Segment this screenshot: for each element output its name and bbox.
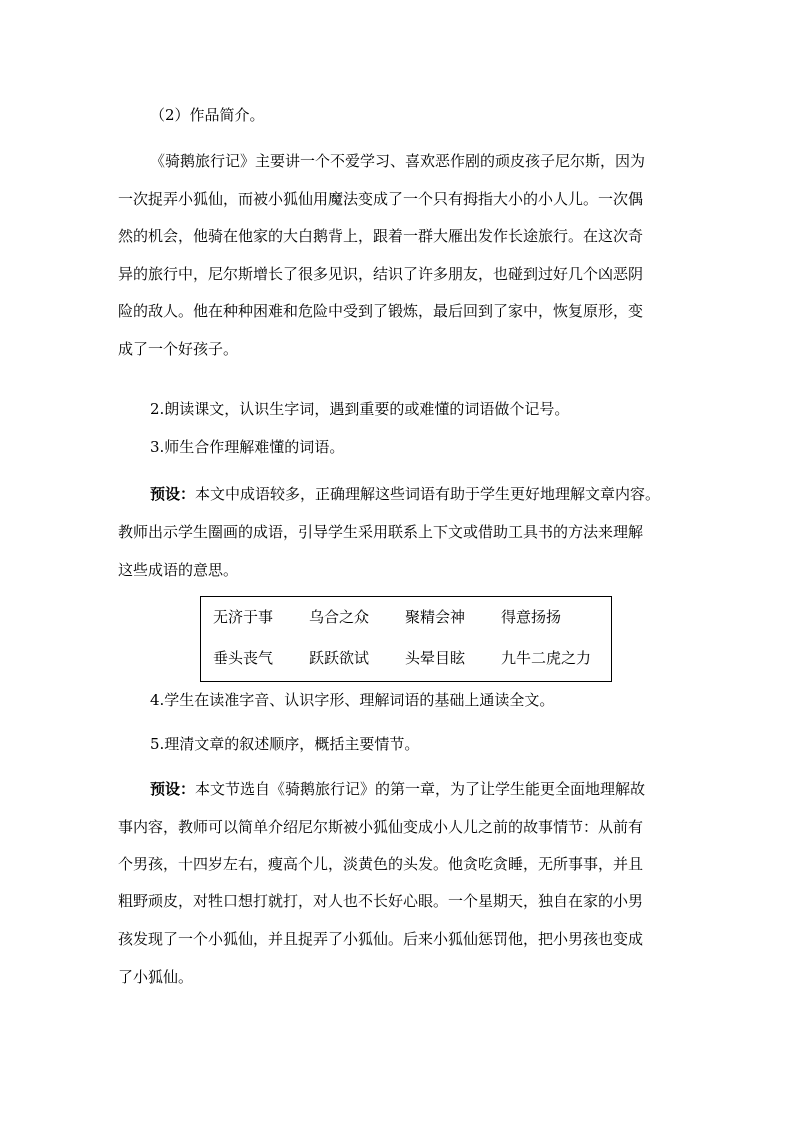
vocab-word: 头晕目眩 <box>405 649 466 667</box>
vocab-word: 无济于事 <box>213 608 274 626</box>
vocab-word: 聚精会神 <box>405 608 466 626</box>
document-page: （2）作品简介。 《骑鹅旅行记》主要讲一个不爱学习、喜欢恶作剧的顽皮孩子尼尔斯，因为 一次捉弄小狐仙，而被小狐仙用魔法变成了一个只有拇指大小的小人儿。一次偶 然的机会，他骑在他家的大白鹅背上，跟着一群大雁出发作长途旅行。在这次奇 异的旅行中，尼尔斯增长了很多见识，结识了许多朋友，也碰到过好几个凶恶阴 险的敌人。他在种种困难和危险中受到了锻炼，最后回到了家中，恢复原形，变 成了一个好孩子。 2.朗读课文，认识生字词，遇到重要的或难懂的词语做个记号。 3.师生合作理解难懂的词语。 预设：本文中成语较多，正确理解这些词语有助于学生更好地理解文章内容。 教师出示学生圈画的成语，引导学生采用联系上下文或借助工具书的方法来理解 这些成语的意思。 无济于事 乌合之众 聚精会神 得意扬扬 垂头丧气 跃跃欲试 头晕目眩 九牛二虎之力 4.学生在读准字音、认识字形、理解词语的基础上通读全文。 5.理清文章的叙述顺序，概括主要情节。 预设：本文节选自《骑鹅旅行记》的第一章，为了让学生能更全面地理解故 事内容，教师可以简单介绍尼尔斯被小狐仙变成小人儿之前的故事情节：从前有 个男孩，十四岁左右，瘦高个儿，淡黄色的头发。他贪吃贪睡，无所事事，并且 粗野顽皮，对牲口想打就打，对人也不长好心眼。一个星期天，独自在家的小男 孩发现了一个小狐仙，并且捉弄了小狐仙。后来小狐仙惩罚他，把小男孩也变成 了小狐仙。 <box>118 106 661 986</box>
vocab-word: 得意扬扬 <box>501 608 562 626</box>
vocab-word: 跃跃欲试 <box>309 649 370 667</box>
vocab-word: 乌合之众 <box>309 608 370 626</box>
section-heading-text: （2）作品简介。 <box>150 106 265 124</box>
preset-2-label: 预设： <box>150 780 196 798</box>
vocabulary-box <box>200 596 612 682</box>
preset-1-label: 预设： <box>150 485 196 503</box>
vocab-word: 九牛二虎之力 <box>501 649 592 667</box>
vocab-word: 垂头丧气 <box>213 649 274 667</box>
